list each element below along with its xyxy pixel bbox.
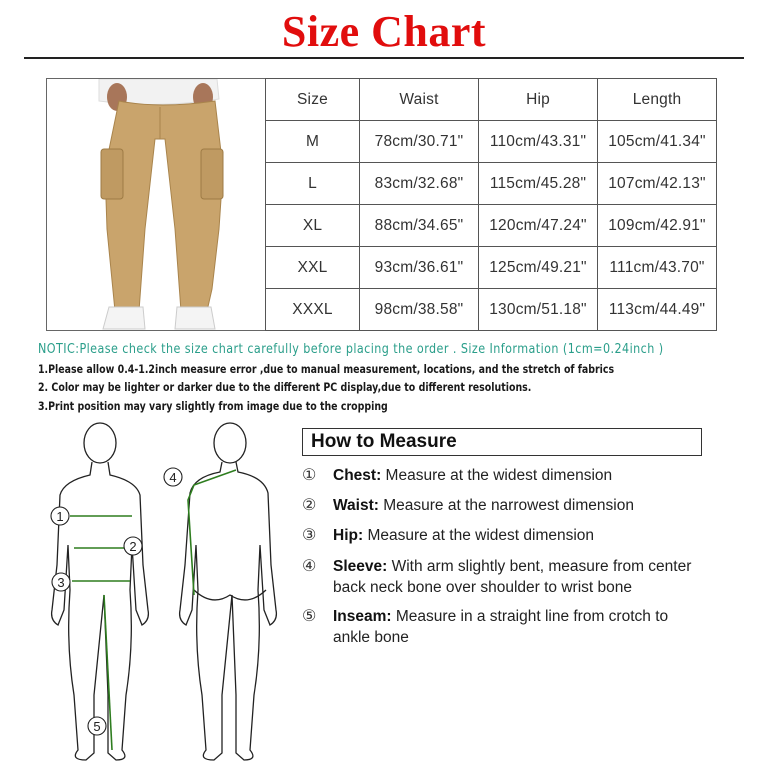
label-3: 3 — [57, 575, 65, 590]
circled-number-icon: ① — [302, 467, 317, 484]
label-1: 1 — [56, 509, 64, 524]
circled-number-icon: ⑤ — [302, 608, 317, 625]
cell-size: M — [266, 121, 360, 163]
cell-waist: 88cm/34.65" — [360, 205, 479, 247]
label-5: 5 — [93, 719, 101, 734]
step-text: Measure in a straight line from crotch to ankle bone — [333, 608, 669, 646]
cell-size: XL — [266, 205, 360, 247]
cell-length: 107cm/42.13" — [598, 163, 717, 205]
product-image — [46, 78, 266, 331]
cell-length: 111cm/43.70" — [598, 247, 717, 289]
cell-length: 105cm/41.34" — [598, 121, 717, 163]
cell-hip: 130cm/51.18" — [479, 289, 598, 331]
body-measurement-diagram — [30, 415, 290, 765]
header-size: Size — [266, 79, 360, 121]
table-row — [266, 205, 717, 247]
front-figure-icon — [52, 423, 149, 760]
cell-waist: 98cm/38.58" — [360, 289, 479, 331]
circled-number-icon: ③ — [302, 527, 317, 544]
measure-number-labels — [51, 468, 182, 735]
header-length: Length — [598, 79, 717, 121]
cell-hip: 120cm/47.24" — [479, 205, 598, 247]
front-measure-lines — [70, 516, 132, 750]
step-label: Chest: — [333, 467, 382, 484]
table-header-row — [266, 79, 717, 121]
cargo-pants-illustration — [47, 79, 266, 331]
table-row — [266, 247, 717, 289]
table-row — [266, 121, 717, 163]
how-to-measure-heading: How to Measure — [302, 428, 702, 456]
sleeve-measure-line — [188, 470, 236, 595]
circled-number-icon: ② — [302, 497, 317, 514]
cell-hip: 110cm/43.31" — [479, 121, 598, 163]
header-waist: Waist — [360, 79, 479, 121]
step-label: Waist: — [333, 497, 379, 514]
note-3: 3.Print position may vary slightly from image due to the cropping — [38, 399, 388, 413]
table-row — [266, 163, 717, 205]
cell-hip: 125cm/49.21" — [479, 247, 598, 289]
cell-size: L — [266, 163, 360, 205]
cell-waist: 93cm/36.61" — [360, 247, 479, 289]
step-text: With arm slightly bent, measure from center back neck bone over shoulder to wrist bone — [333, 558, 692, 596]
page-title: Size Chart — [281, 7, 487, 56]
label-2: 2 — [129, 539, 137, 554]
table-row — [266, 289, 717, 331]
step-text: Measure at the widest dimension — [363, 527, 595, 544]
header-hip: Hip — [479, 79, 598, 121]
cell-length: 113cm/44.49" — [598, 289, 717, 331]
cell-waist: 83cm/32.68" — [360, 163, 479, 205]
step-text: Measure at the narrowest dimension — [378, 497, 634, 514]
title-divider — [24, 57, 744, 59]
cell-hip: 115cm/45.28" — [479, 163, 598, 205]
cell-size: XXL — [266, 247, 360, 289]
step-label: Inseam: — [333, 608, 392, 625]
note-1: 1.Please allow 0.4-1.2inch measure error ,due to manual measurement, locations, and the stretch of fabrics — [38, 362, 615, 376]
cell-length: 109cm/42.91" — [598, 205, 717, 247]
note-2: 2. Color may be lighter or darker due to the different PC display,due to different resolutions. — [38, 380, 532, 394]
label-4: 4 — [169, 470, 177, 485]
cell-waist: 78cm/30.71" — [360, 121, 479, 163]
step-label: Hip: — [333, 527, 364, 544]
circled-number-icon: ④ — [302, 558, 317, 575]
step-label: Sleeve: — [333, 558, 388, 575]
step-text: Measure at the widest dimension — [381, 467, 613, 484]
cell-size: XXXL — [266, 289, 360, 331]
size-chart-table — [265, 78, 717, 331]
notice-text: NOTIC:Please check the size chart carefully before placing the order . Size Information (1cm=0.24inch ) — [38, 342, 664, 357]
